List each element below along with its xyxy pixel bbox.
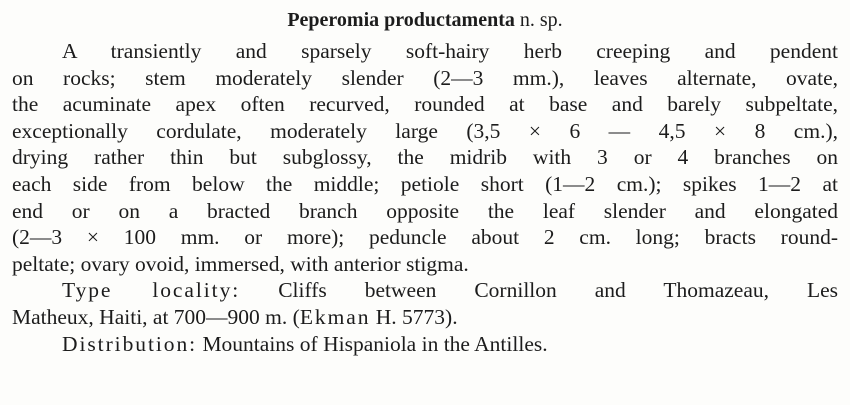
collection-number: H. 5773). <box>370 304 458 329</box>
description-line: on rocks; stem moderately slender (2—3 mm.), leaves alternate, ovate, <box>12 65 838 90</box>
description-line: (2—3 × 100 mm. or more); peduncle about 2 cm. long; bracts round- <box>12 225 838 250</box>
type-locality-line <box>12 304 838 331</box>
distribution-label: Distribution: <box>62 331 198 356</box>
description-paragraph <box>12 38 838 277</box>
distribution-text: Mountains of Hispaniola in the Antilles. <box>202 331 548 356</box>
description-line: peltate; ovary ovoid, immersed, with anterior stigma. <box>12 251 469 276</box>
distribution-line <box>12 331 838 358</box>
description-line: the acuminate apex often recurved, rounded at base and barely subpeltate, <box>12 92 838 117</box>
species-heading <box>12 6 838 34</box>
species-status: n. sp. <box>519 9 563 31</box>
description-line: each side from below the middle; petiole short (1—2 cm.); spikes 1—2 at <box>12 171 838 196</box>
type-locality-text: Cliffs between Cornillon and Thomazeau, Les <box>278 278 839 303</box>
type-locality-line <box>12 277 838 304</box>
description-line: drying rather thin but subglossy, the midrib with 3 or 4 branches on <box>12 145 838 170</box>
description-line: end or on a bracted branch opposite the leaf slender and elongated <box>12 198 838 223</box>
type-locality-paragraph <box>12 277 838 330</box>
collector-name: Ekman <box>299 304 371 329</box>
description-line: A transiently and sparsely soft-hairy herb creeping and pendent <box>62 39 838 63</box>
description-line: exceptionally cordulate, moderately large (3,5 × 6 — 4,5 × 8 cm.), <box>12 118 838 143</box>
type-locality-label: Type locality: <box>62 278 241 303</box>
distribution-paragraph <box>12 331 838 358</box>
type-locality-text: Matheux, Haiti, at 700—900 m. ( <box>12 304 300 329</box>
species-name: Peperomia productamenta <box>287 9 515 31</box>
